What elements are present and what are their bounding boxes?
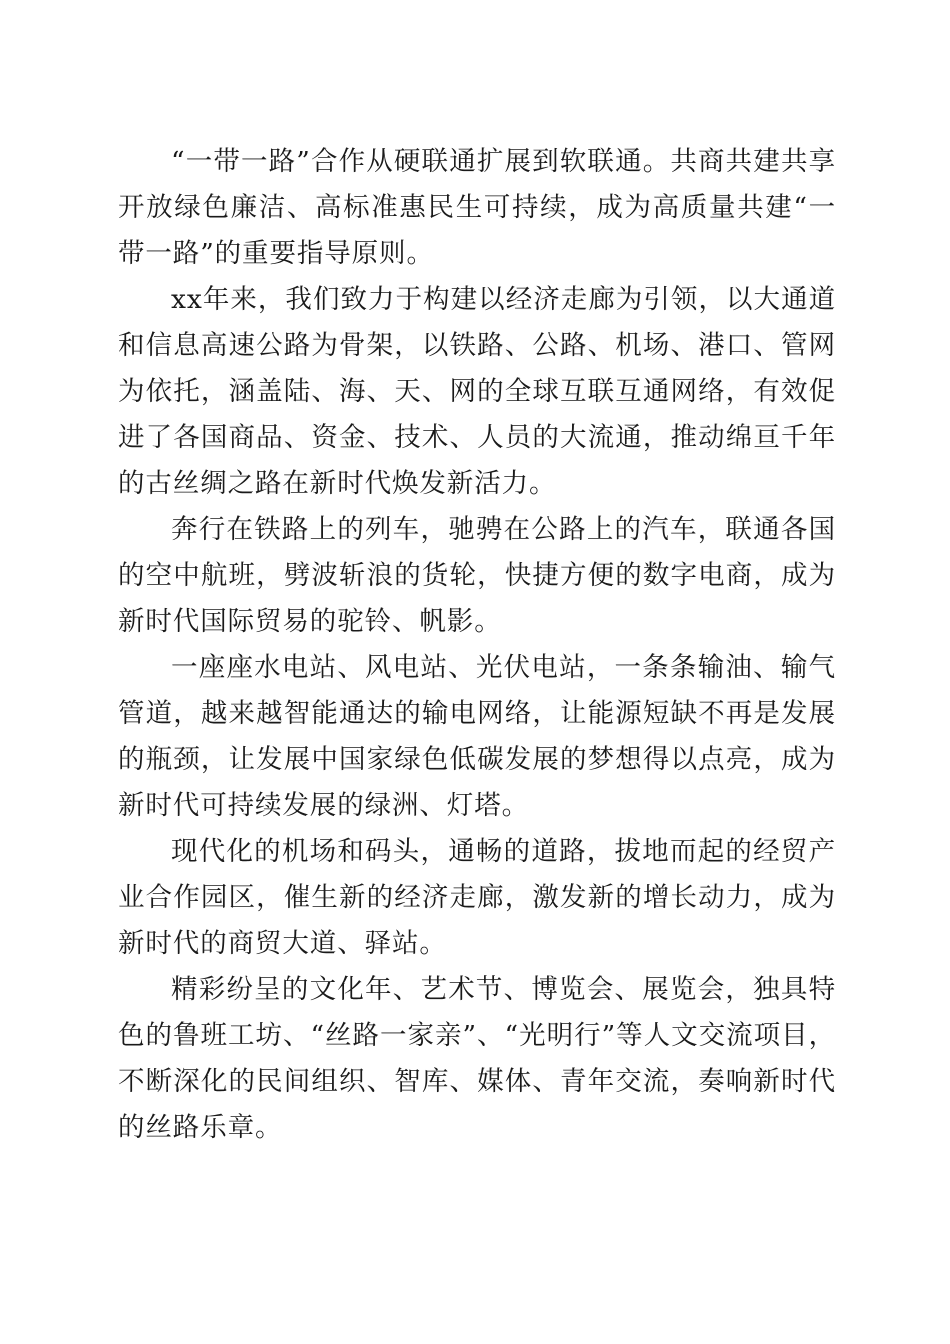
paragraph: 一座座水电站、风电站、光伏电站，一条条输油、输气管道，越来越智能通达的输电网络，让能源短缺不再是发展的瓶颈，让发展中国家绿色低碳发展的梦想得以点亮，成为新时代可持续发展的绿洲、灯塔。 [118,652,836,821]
document-body [118,139,836,1151]
paragraph: 现代化的机场和码头，通畅的道路，拔地而起的经贸产业合作园区，催生新的经济走廊，激发新的增长动力，成为新时代的商贸大道、驿站。 [118,836,836,959]
paragraph: “一带一路”合作从硬联通扩展到软联通。共商共建共享开放绿色廉洁、高标准惠民生可持续，成为高质量共建“一带一路”的重要指导原则。 [118,146,836,269]
paragraph: xx年来，我们致力于构建以经济走廊为引领，以大通道和信息高速公路为骨架，以铁路、公路、机场、港口、管网为依托，涵盖陆、海、天、网的全球互联互通网络，有效促进了各国商品、资金、技术、人员的大流通，推动绵亘千年的古丝绸之路在新时代焕发新活力。 [118,284,836,499]
paragraph: 精彩纷呈的文化年、艺术节、博览会、展览会，独具特色的鲁班工坊、“丝路一家亲”、“光明行”等人文交流项目，不断深化的民间组织、智库、媒体、青年交流，奏响新时代的丝路乐章。 [118,974,836,1143]
paragraph: 奔行在铁路上的列车，驰骋在公路上的汽车，联通各国的空中航班，劈波斩浪的货轮，快捷方便的数字电商，成为新时代国际贸易的驼铃、帆影。 [118,514,836,637]
